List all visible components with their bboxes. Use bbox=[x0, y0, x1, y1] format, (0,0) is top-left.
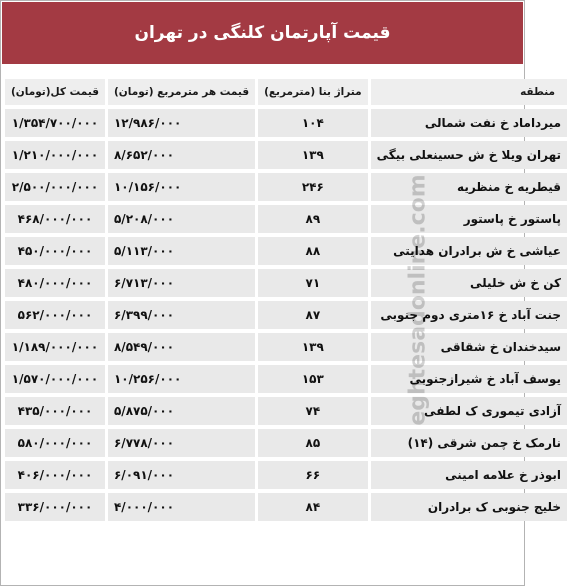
table-row bbox=[5, 237, 567, 265]
cell-total-price: ۵۸۰/۰۰۰/۰۰۰ bbox=[5, 429, 105, 457]
cell-area: ۸۴ bbox=[255, 493, 368, 521]
cell-area: ۱۳۹ bbox=[255, 333, 368, 361]
cell-region: جنت آباد خ ۱۶متری دوم جنوبی bbox=[368, 301, 567, 329]
cell-total-price: ۵۶۲/۰۰۰/۰۰۰ bbox=[5, 301, 105, 329]
cell-region: قیطریه خ منظریه bbox=[368, 173, 567, 201]
price-table bbox=[5, 75, 567, 525]
cell-price-per-m2: ۵/۸۷۵/۰۰۰ bbox=[105, 397, 255, 425]
cell-area: ۸۹ bbox=[255, 205, 368, 233]
cell-total-price: ۴۰۶/۰۰۰/۰۰۰ bbox=[5, 461, 105, 489]
cell-price-per-m2: ۶/۰۹۱/۰۰۰ bbox=[105, 461, 255, 489]
cell-total-price: ۱/۱۸۹/۰۰۰/۰۰۰ bbox=[5, 333, 105, 361]
cell-region: نارمک خ چمن شرقی (۱۴) bbox=[368, 429, 567, 457]
cell-area: ۶۶ bbox=[255, 461, 368, 489]
cell-region: خلیج جنوبی ک برادران bbox=[368, 493, 567, 521]
cell-price-per-m2: ۱۰/۱۵۶/۰۰۰ bbox=[105, 173, 255, 201]
cell-area: ۷۴ bbox=[255, 397, 368, 425]
cell-area: ۲۴۶ bbox=[255, 173, 368, 201]
cell-region: تهران ویلا خ ش حسینعلی بیگی bbox=[368, 141, 567, 169]
cell-price-per-m2: ۶/۷۷۸/۰۰۰ bbox=[105, 429, 255, 457]
cell-region: سیدخندان خ شقاقی bbox=[368, 333, 567, 361]
cell-area: ۱۵۳ bbox=[255, 365, 368, 393]
table-row bbox=[5, 493, 567, 521]
header-price-per-m2: قیمت هر مترمربع (تومان) bbox=[105, 79, 255, 105]
table-body bbox=[5, 109, 567, 521]
table-row bbox=[5, 205, 567, 233]
cell-region: پاستور خ پاستور bbox=[368, 205, 567, 233]
cell-total-price: ۱/۳۵۴/۷۰۰/۰۰۰ bbox=[5, 109, 105, 137]
cell-price-per-m2: ۴/۰۰۰/۰۰۰ bbox=[105, 493, 255, 521]
cell-price-per-m2: ۱۰/۲۵۶/۰۰۰ bbox=[105, 365, 255, 393]
cell-total-price: ۴۸۰/۰۰۰/۰۰۰ bbox=[5, 269, 105, 297]
cell-area: ۱۰۴ bbox=[255, 109, 368, 137]
table-row bbox=[5, 365, 567, 393]
page-title: قیمت آپارتمان کلنگی در تهران bbox=[134, 23, 391, 43]
cell-total-price: ۴۵۰/۰۰۰/۰۰۰ bbox=[5, 237, 105, 265]
cell-total-price: ۴۶۸/۰۰۰/۰۰۰ bbox=[5, 205, 105, 233]
cell-price-per-m2: ۶/۷۱۳/۰۰۰ bbox=[105, 269, 255, 297]
cell-price-per-m2: ۸/۶۵۲/۰۰۰ bbox=[105, 141, 255, 169]
table-row bbox=[5, 397, 567, 425]
cell-price-per-m2: ۸/۵۴۹/۰۰۰ bbox=[105, 333, 255, 361]
cell-area: ۸۷ bbox=[255, 301, 368, 329]
table-row bbox=[5, 269, 567, 297]
cell-region: یوسف آباد خ شیرازجنوبی bbox=[368, 365, 567, 393]
table-row bbox=[5, 109, 567, 137]
cell-total-price: ۴۳۵/۰۰۰/۰۰۰ bbox=[5, 397, 105, 425]
cell-price-per-m2: ۶/۳۹۹/۰۰۰ bbox=[105, 301, 255, 329]
cell-region: آزادی تیموری ک لطفی bbox=[368, 397, 567, 425]
table-row bbox=[5, 429, 567, 457]
cell-region: میرداماد خ نفت شمالی bbox=[368, 109, 567, 137]
cell-region: ابوذر خ علامه امینی bbox=[368, 461, 567, 489]
header-total-price: قیمت کل(تومان) bbox=[5, 79, 105, 105]
title-bar bbox=[2, 2, 523, 64]
cell-total-price: ۱/۵۷۰/۰۰۰/۰۰۰ bbox=[5, 365, 105, 393]
table-row bbox=[5, 461, 567, 489]
table-header-row bbox=[5, 79, 567, 105]
table-row bbox=[5, 333, 567, 361]
cell-area: ۸۵ bbox=[255, 429, 368, 457]
cell-price-per-m2: ۵/۲۰۸/۰۰۰ bbox=[105, 205, 255, 233]
table-row bbox=[5, 173, 567, 201]
header-region: منطقه bbox=[368, 79, 567, 105]
cell-area: ۸۸ bbox=[255, 237, 368, 265]
cell-total-price: ۱/۲۱۰/۰۰۰/۰۰۰ bbox=[5, 141, 105, 169]
cell-total-price: ۲/۵۰۰/۰۰۰/۰۰۰ bbox=[5, 173, 105, 201]
cell-area: ۱۳۹ bbox=[255, 141, 368, 169]
cell-area: ۷۱ bbox=[255, 269, 368, 297]
table-row bbox=[5, 141, 567, 169]
cell-region: عیاشی خ ش برادران هدایتی bbox=[368, 237, 567, 265]
cell-price-per-m2: ۱۲/۹۸۶/۰۰۰ bbox=[105, 109, 255, 137]
header-area: متراژ بنا (مترمربع) bbox=[255, 79, 368, 105]
cell-price-per-m2: ۵/۱۱۳/۰۰۰ bbox=[105, 237, 255, 265]
cell-total-price: ۳۳۶/۰۰۰/۰۰۰ bbox=[5, 493, 105, 521]
table-row bbox=[5, 301, 567, 329]
cell-region: کن خ ش خلیلی bbox=[368, 269, 567, 297]
